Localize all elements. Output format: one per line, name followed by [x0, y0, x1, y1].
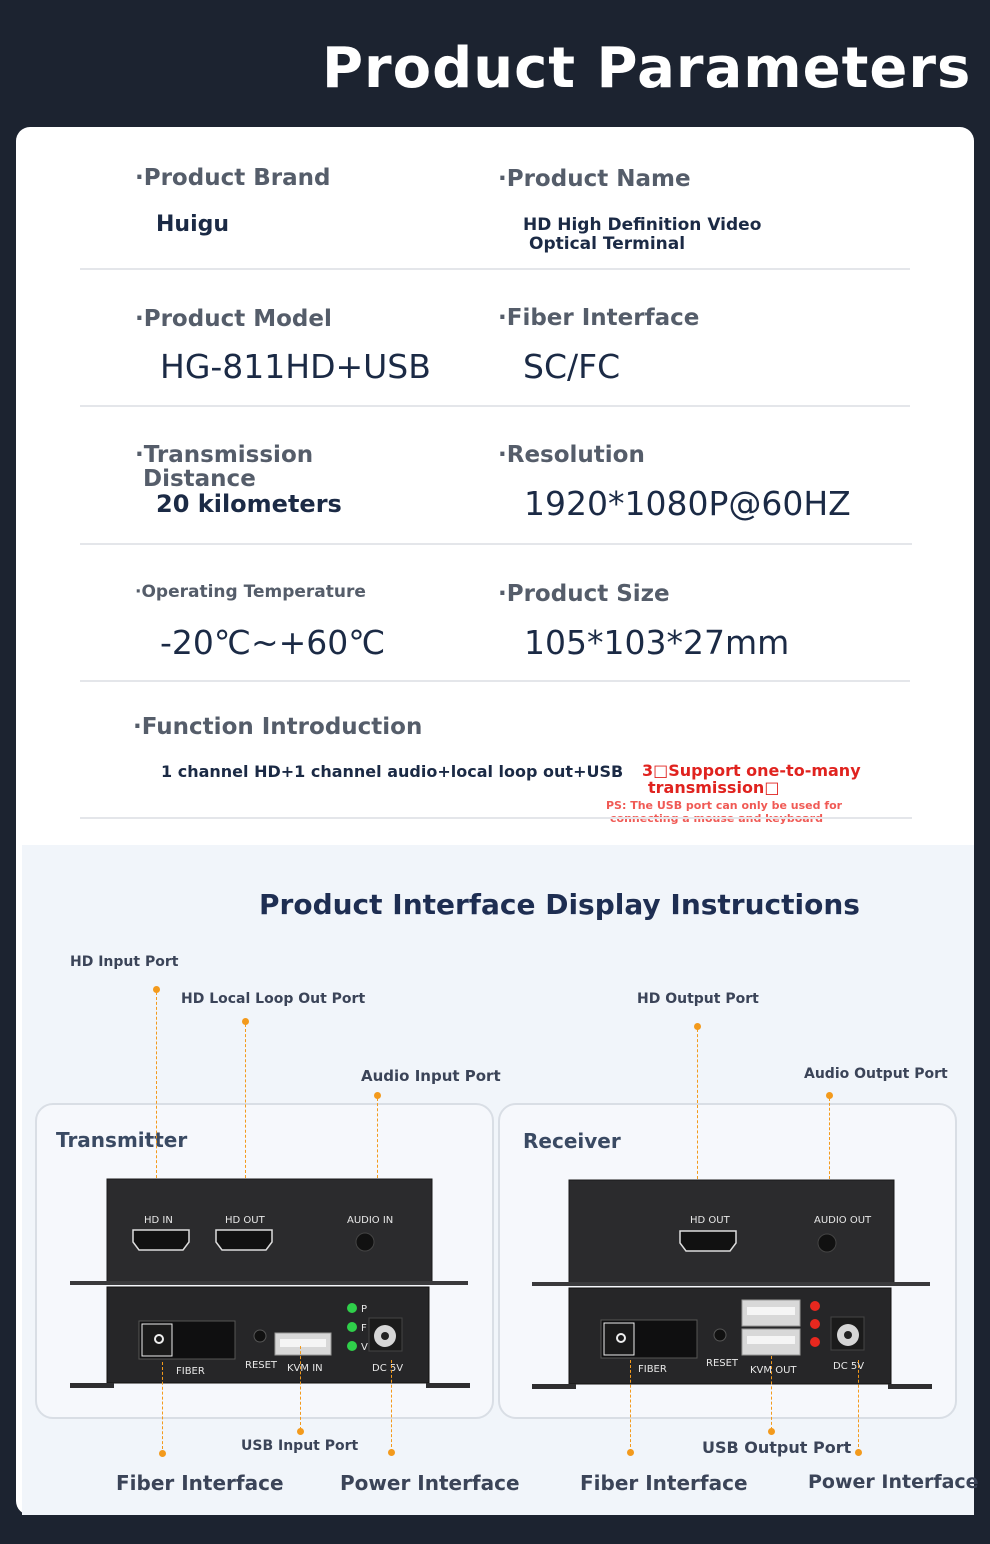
size-label: ·Product Size: [498, 581, 670, 607]
callout-line: [697, 1029, 698, 1179]
callout-line: [858, 1360, 859, 1452]
callout-line: [630, 1360, 631, 1452]
callout-line: [829, 1098, 830, 1179]
callout-audio-input: Audio Input Port: [361, 1067, 501, 1085]
divider: [80, 405, 910, 407]
distance-value: 20 kilometers: [156, 490, 342, 518]
callout-dot: [768, 1428, 775, 1435]
size-value: 105*103*27mm: [524, 623, 790, 662]
led-v: [347, 1341, 357, 1351]
led-2: [810, 1319, 820, 1329]
callout-hd-input: HD Input Port: [70, 954, 179, 970]
callout-line: [391, 1360, 392, 1452]
distance-label-line2: Distance: [143, 466, 256, 492]
resolution-value: 1920*1080P@60HZ: [524, 484, 851, 523]
callout-line: [300, 1346, 301, 1430]
dev-label-fiber: FIBER: [638, 1364, 667, 1375]
receiver-label: Receiver: [523, 1129, 621, 1153]
callout-hd-loop: HD Local Loop Out Port: [181, 991, 366, 1007]
callout-line: [156, 992, 157, 1178]
dev-label-dc: DC 5V: [372, 1363, 404, 1374]
dev-label-led-v: V: [361, 1342, 368, 1353]
callout-hd-output: HD Output Port: [637, 991, 759, 1007]
led-f: [347, 1322, 357, 1332]
support-line1: 3□Support one-to-many: [642, 761, 861, 780]
product-name-line1: HD High Definition Video: [523, 215, 762, 235]
callout-dot: [388, 1449, 395, 1456]
callout-line: [377, 1098, 378, 1178]
transmitter-label: Transmitter: [56, 1128, 188, 1152]
model-value: HG-811HD+USB: [160, 347, 431, 386]
callout-line: [245, 1024, 246, 1178]
led-3: [810, 1337, 820, 1347]
led-p: [347, 1303, 357, 1313]
callout-usb-input: USB Input Port: [241, 1438, 359, 1454]
audio-in-port: [356, 1233, 374, 1251]
callout-usb-output: USB Output Port: [702, 1438, 852, 1457]
callout-line: [771, 1356, 772, 1430]
resolution-label: ·Resolution: [498, 442, 645, 468]
callout-audio-output: Audio Output Port: [804, 1066, 948, 1082]
callout-dot: [297, 1428, 304, 1435]
function-label: ·Function Introduction: [133, 714, 423, 740]
ps-note: [606, 799, 842, 825]
product-name-line2: Optical Terminal: [529, 234, 686, 254]
callout-line: [162, 1362, 163, 1454]
dev-label-audio-out: AUDIO OUT: [814, 1215, 872, 1226]
temperature-label: ·Operating Temperature: [135, 582, 366, 602]
brand-label: ·Product Brand: [135, 165, 331, 191]
fiber-label: ·Fiber Interface: [498, 305, 700, 331]
callout-fiber-rx: Fiber Interface: [580, 1471, 748, 1495]
dev-label-reset: RESET: [706, 1358, 739, 1369]
callout-dot: [159, 1450, 166, 1457]
dev-label-fiber: FIBER: [176, 1366, 205, 1377]
product-name-value: [523, 216, 761, 254]
fiber-value: SC/FC: [523, 347, 621, 386]
callout-dot: [627, 1449, 634, 1456]
distance-label: [135, 442, 313, 490]
callout-dot: [855, 1449, 862, 1456]
model-label: ·Product Model: [135, 306, 332, 332]
reset-button: [714, 1329, 726, 1341]
divider: [80, 543, 912, 545]
interface-title: Product Interface Display Instructions: [259, 888, 860, 921]
divider: [80, 268, 910, 270]
callout-power-rx: Power Interface: [808, 1471, 979, 1493]
hd-out-port: [680, 1231, 736, 1251]
brand-value: Huigu: [156, 212, 230, 237]
dev-label-hd-out: HD OUT: [225, 1215, 265, 1226]
led-1: [810, 1301, 820, 1311]
callout-fiber-tx: Fiber Interface: [116, 1471, 284, 1495]
audio-out-port: [818, 1234, 836, 1252]
hd-out-port: [216, 1230, 272, 1250]
dev-label-kvm-out: KVM OUT: [750, 1365, 797, 1376]
divider: [80, 680, 910, 682]
page-title: Product Parameters: [322, 36, 972, 101]
dev-label-dc: DC 5V: [833, 1361, 865, 1372]
callout-power-tx: Power Interface: [340, 1471, 520, 1495]
product-name-label: ·Product Name: [498, 166, 691, 192]
hd-in-port: [133, 1230, 189, 1250]
support-line2: transmission□: [648, 778, 780, 797]
dev-label-led-p: P: [361, 1304, 368, 1315]
support-note: [642, 762, 861, 796]
dev-label-audio-in: AUDIO IN: [347, 1215, 394, 1226]
dev-label-hd-out: HD OUT: [690, 1215, 730, 1226]
dev-label-kvm-in: KVM IN: [287, 1363, 323, 1374]
receiver-device: [528, 1176, 934, 1396]
temperature-value: -20℃~+60℃: [160, 623, 386, 662]
dev-label-led-f: F: [361, 1323, 367, 1334]
dev-label-reset: RESET: [245, 1360, 278, 1371]
ps-line1: PS: The USB port can only be used for: [606, 799, 843, 812]
transmitter-device: [66, 1175, 472, 1395]
distance-label-line1: ·Transmission: [135, 442, 314, 468]
function-text: 1 channel HD+1 channel audio+local loop out+USB: [161, 762, 624, 781]
reset-button: [254, 1330, 266, 1342]
divider: [80, 817, 912, 819]
dev-label-hd-in: HD IN: [144, 1215, 173, 1226]
